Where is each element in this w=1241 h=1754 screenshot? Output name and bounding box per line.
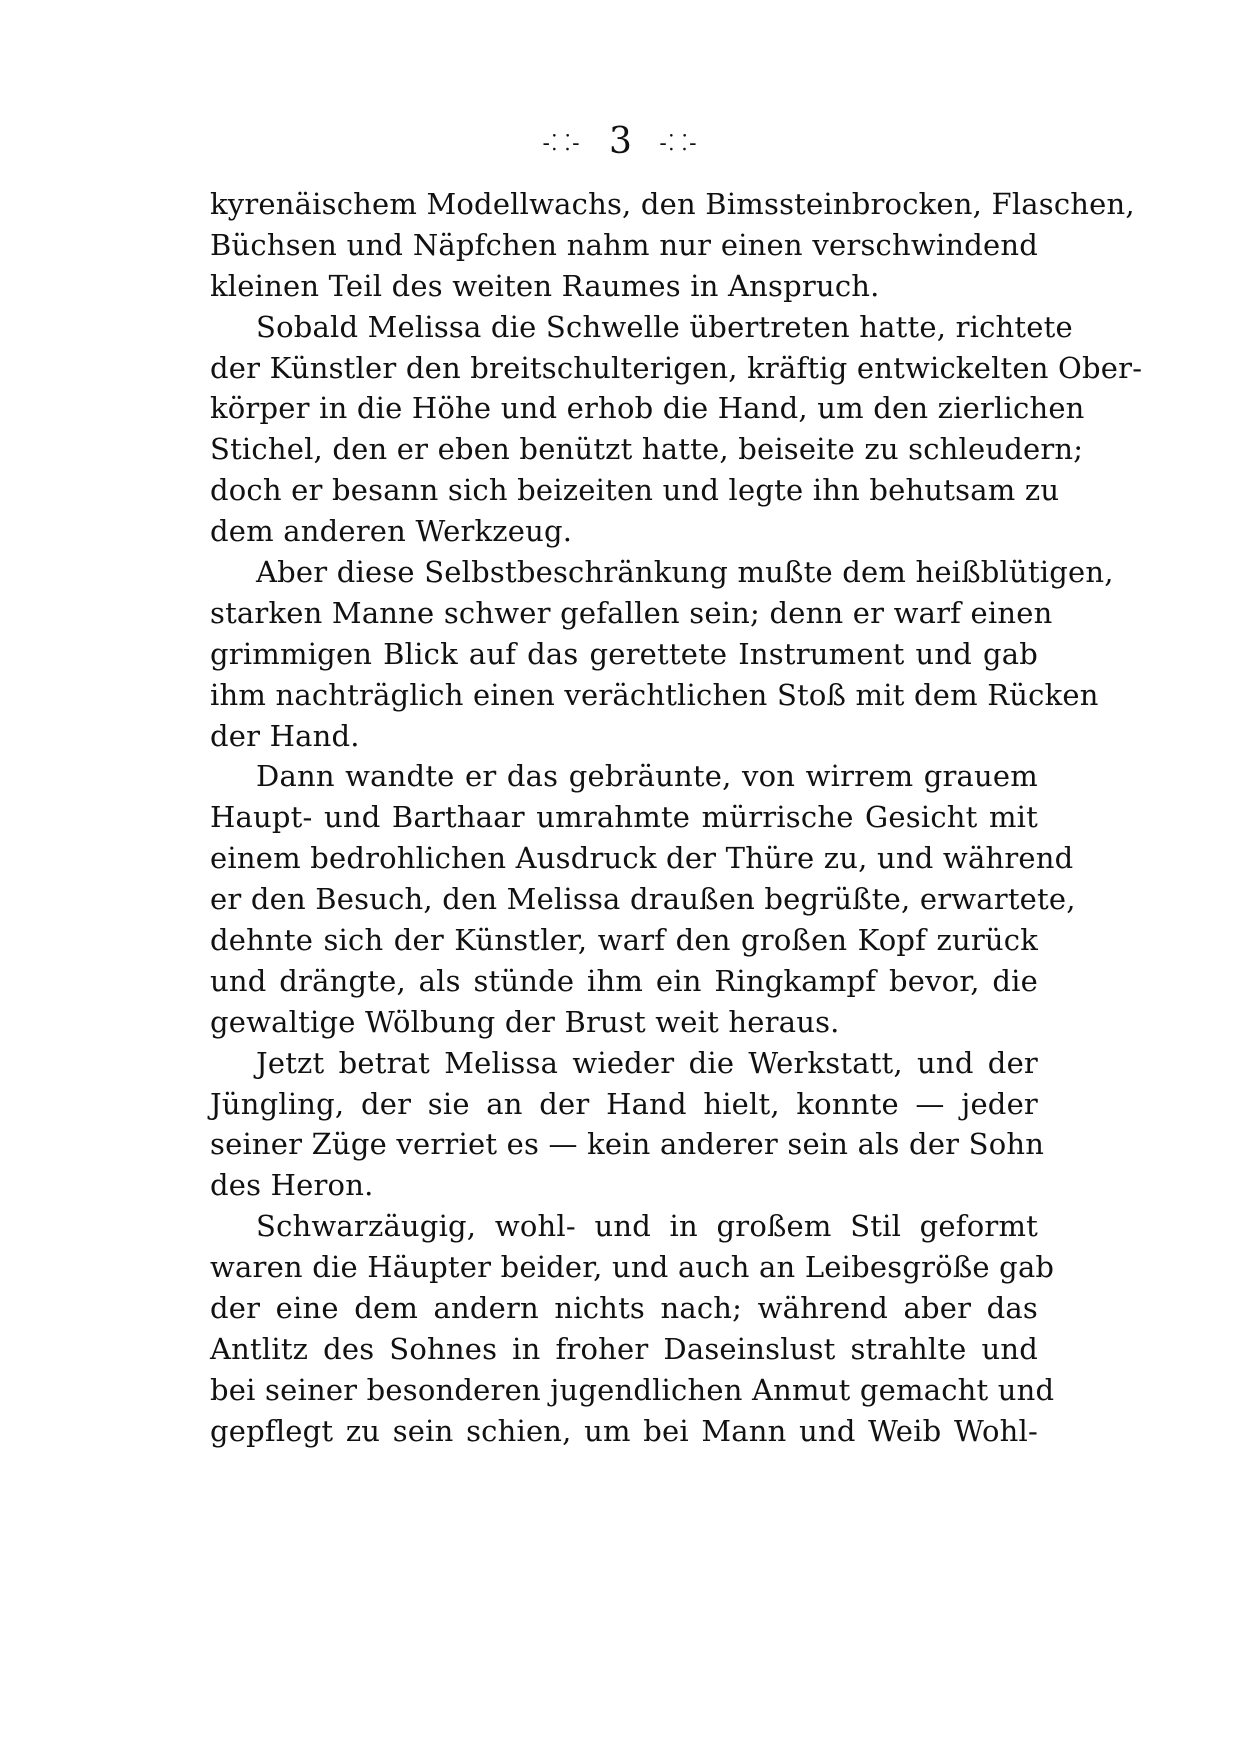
text-line: und drängte, als stünde ihm ein Ringkampf bevor, die	[210, 963, 1038, 998]
text-line: gewaltige Wölbung der Brust weit heraus.	[210, 1004, 840, 1039]
text-line: dem anderen Werkzeug.	[210, 514, 573, 549]
text-line: Antlitz des Sohnes in froher Daseinslust strahlte und	[210, 1331, 1038, 1366]
text-line: des Heron.	[210, 1168, 374, 1203]
text-line: doch er besann sich beizeiten und legte ihn behutsam zu	[210, 473, 1060, 508]
ornament-right: -⸬-	[659, 131, 699, 156]
page-number: 3	[609, 121, 632, 162]
text-line: seiner Züge verriet es — kein anderer sein als der Sohn	[210, 1127, 1045, 1162]
text-line: Aber diese Selbstbeschränkung mußte dem heißblütigen,	[256, 555, 1114, 590]
text-line: Jüngling, der sie an der Hand hielt, konnte — jeder	[210, 1086, 1038, 1121]
text-line: der Hand.	[210, 718, 360, 753]
text-line: kleinen Teil des weiten Raumes in Anspruch.	[210, 268, 880, 303]
text-line: körper in die Höhe und erhob die Hand, um den zierlichen	[210, 391, 1085, 426]
text-line: starken Manne schwer gefallen sein; denn er warf einen	[210, 595, 1053, 630]
text-line: waren die Häupter beider, und auch an Leibesgröße gab	[210, 1250, 1055, 1285]
text-line: Haupt- und Barthaar umrahmte mürrische Gesicht mit	[210, 800, 1038, 835]
text-line: Jetzt betrat Melissa wieder die Werkstatt, und der	[256, 1045, 1038, 1080]
text-line: gepflegt zu sein schien, um bei Mann und Weib Wohl-	[210, 1413, 1038, 1448]
body-text	[210, 184, 1143, 1452]
text-line: er den Besuch, den Melissa draußen begrüßte, erwartete,	[210, 882, 1076, 917]
text-line: bei seiner besonderen jugendlichen Anmut gemacht und	[210, 1372, 1055, 1407]
text-line: der Künstler den breitschulterigen, kräftig entwickelten Ober-	[210, 350, 1143, 385]
text-line: dehnte sich der Künstler, warf den großen Kopf zurück	[210, 923, 1038, 958]
text-line: Sobald Melissa die Schwelle übertreten hatte, richtete	[256, 309, 1073, 344]
text-line: Dann wandte er das gebräunte, von wirrem grauem	[256, 759, 1038, 794]
text-line: ihm nachträglich einen verächtlichen Stoß mit dem Rücken	[210, 677, 1099, 712]
ornament-left: -⸬-	[542, 131, 582, 156]
text-line: Büchsen und Näpfchen nahm nur einen verschwindend	[210, 227, 1038, 262]
text-line: Schwarzäugig, wohl- und in großem Stil geformt	[256, 1209, 1038, 1244]
text-line: kyrenäischem Modellwachs, den Bimssteinbrocken, Flaschen,	[210, 187, 1135, 221]
text-line: grimmigen Blick auf das gerettete Instrument und gab	[210, 636, 1038, 671]
text-line: einem bedrohlichen Ausdruck der Thüre zu, und während	[210, 841, 1074, 876]
page-header	[0, 122, 1241, 164]
text-line: Stichel, den er eben benützt hatte, beiseite zu schleudern;	[210, 432, 1084, 467]
text-line: der eine dem andern nichts nach; während aber das	[210, 1291, 1038, 1326]
